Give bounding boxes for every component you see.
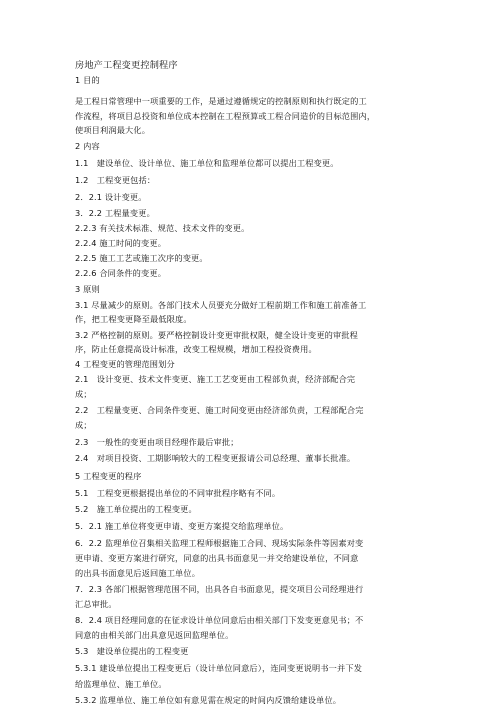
document-line: 成；	[75, 389, 92, 399]
document-line: 2.4 对项目投资、工期影响较大的工程变更报请公司总经理、董事长批准。	[75, 453, 356, 463]
document-line: 5.1 工程变更根据提出单位的不同审批程序略有不同。	[75, 488, 281, 498]
document-line: 的出具书面意见后返回施工单位。	[75, 568, 201, 578]
document-line: 是工程日常管理中一项重要的工作，是通过遵循规定的控制原则和执行既定的工	[75, 96, 367, 106]
document-line: 2.2.4 施工时间的变更。	[75, 238, 167, 248]
document-line: 5.3.1 建设单位提出工程变更后（设计单位同意后），连同变更说明书一并下发	[75, 663, 363, 673]
document-line: 7．2.3 各部门根据管理范围不同，出具各自书面意见，提交项目公司经理进行	[75, 584, 364, 594]
document-line: 2.2.6 合同条件的变更。	[75, 268, 167, 278]
document-line: 2.1 设计变更、技术文件变更、施工工艺变更由工程部负责，经济部配合完	[75, 374, 356, 384]
document-line: 汇总审批。	[75, 599, 117, 609]
document-line: 1 目的	[75, 75, 100, 85]
document-line: 2.3 一般性的变更由项目经理作最后审批；	[75, 437, 239, 447]
document-line: 5．2.1 施工单位将变更申请、变更方案提交给监理单位。	[75, 521, 289, 531]
document-line: 成；	[75, 420, 92, 430]
document-line: 1.2 工程变更包括：	[75, 175, 156, 185]
document-line: 作流程，将项目总投资和单位成本控制在工程预算或工程合同造价的目标范围内，	[75, 111, 376, 121]
document-line: 5 工程变更的程序	[75, 471, 142, 481]
document-line: 1.1 建设单位、设计单位、施工单位和监理单位都可以提出工程变更。	[75, 158, 339, 168]
document-line: 8．2.4 项目经理同意的在征求设计单位同意后由相关部门下发变更意见书；不	[75, 615, 364, 625]
document-line: 2.2 工程量变更、合同条件变更、施工时间变更由经济部负责，工程部配合完	[75, 405, 364, 415]
document-line: 2 内容	[75, 141, 100, 151]
document-line: 作，把工程变更降至最低限度。	[75, 314, 192, 324]
document-line: 给监理单位、施工单位。	[75, 679, 167, 689]
document-line: 序，防止任意提高设计标准，改变工程规模，增加工程投资费用。	[75, 344, 317, 354]
document-line: 3 原则	[75, 284, 100, 294]
document-line: 2.2.3 有关技术标准、规范、技术文件的变更。	[75, 223, 250, 233]
document-line: 3.2 严格控制的原则。要严格控制设计变更审批权限，健全设计变更的审批程	[75, 330, 359, 340]
document-line: 更申请、变更方案进行研究，同意的出具书面意见一并交给建设单位，不同意	[75, 553, 359, 563]
document-line: 同意的由相关部门出具意见返回监理单位。	[75, 630, 234, 640]
document-line: 4 工程变更的管理范围划分	[75, 359, 175, 369]
document-line: 5.2 施工单位提出的工程变更。	[75, 504, 197, 514]
document-line: 6．2.2 监理单位召集相关监理工程师根据施工合同、现场实际条件等因素对变	[75, 538, 364, 548]
document-line: 5.3.2 监理单位、施工单位如有意见需在规定的时间内反馈给建设单位。	[75, 695, 342, 705]
document-line: 2．2.1 设计变更。	[75, 192, 147, 202]
document-line: 3.1 尽量减少的原则。各部门技术人员要充分做好工程前期工作和施工前准备工	[75, 300, 367, 310]
document-line: 3．2.2 工程量变更。	[75, 208, 155, 218]
document-title: 房地产工程变更控制程序	[75, 60, 178, 71]
document-line: 5.3 建设单位提出的工程变更	[75, 646, 189, 656]
document-line: 使项目利润最大化。	[75, 125, 151, 135]
document-line: 2.2.5 施工工艺或施工次序的变更。	[75, 253, 208, 263]
